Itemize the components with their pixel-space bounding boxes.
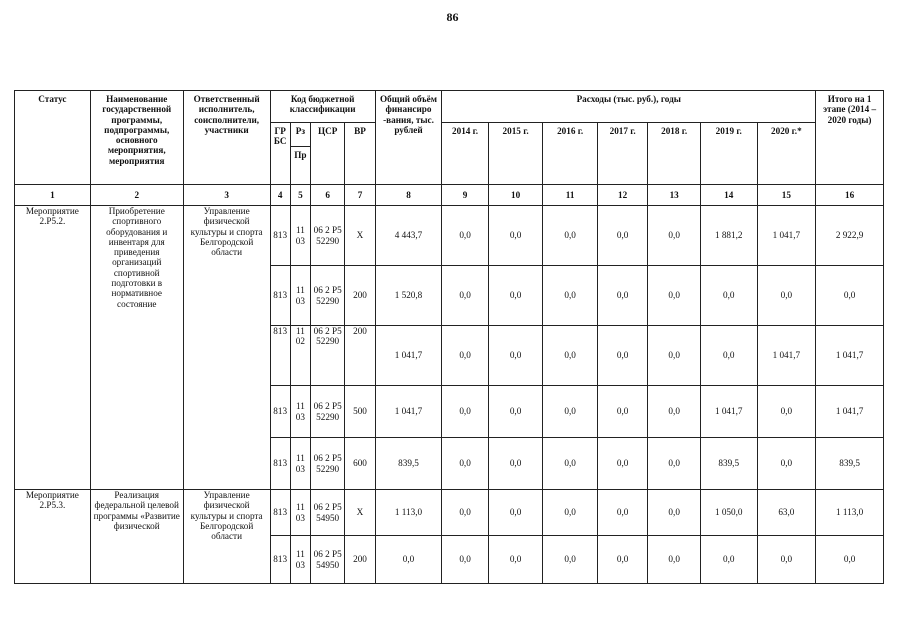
vr-cell: 600 [345, 438, 375, 490]
year-value-cell: 0,0 [442, 438, 488, 490]
rz-pr-cell: 11 02 [290, 326, 310, 386]
grbs-cell: 813 [270, 536, 290, 584]
year-value-cell: 0,0 [700, 536, 757, 584]
year-value-cell: 0,0 [597, 206, 648, 266]
year-value-cell: 1 881,2 [700, 206, 757, 266]
column-number: 2 [90, 185, 183, 206]
header-budget-code: Код бюджетной классификации [270, 91, 375, 123]
year-value-cell: 0,0 [757, 438, 816, 490]
column-number: 5 [290, 185, 310, 206]
rz-pr-cell: 11 03 [290, 386, 310, 438]
measure-status: Мероприятие 2.Р5.2. [15, 206, 91, 490]
header-executor: Ответственный исполнитель, соисполнители, участники [183, 91, 270, 185]
header-csr: ЦСР [310, 123, 344, 185]
year-value-cell: 0,0 [648, 206, 701, 266]
year-value-cell: 1 041,7 [757, 326, 816, 386]
year-value-cell: 0,0 [543, 536, 598, 584]
column-number: 11 [543, 185, 598, 206]
column-number: 14 [700, 185, 757, 206]
year-value-cell: 0,0 [543, 386, 598, 438]
year-value-cell: 0,0 [700, 266, 757, 326]
header-year: 2014 г. [442, 123, 488, 185]
header-year: 2019 г. [700, 123, 757, 185]
year-value-cell: 0,0 [648, 386, 701, 438]
column-number: 16 [816, 185, 884, 206]
grbs-cell: 813 [270, 266, 290, 326]
year-value-cell: 0,0 [648, 536, 701, 584]
year-value-cell: 0,0 [442, 490, 488, 536]
year-value-cell: 0,0 [648, 490, 701, 536]
header-year: 2020 г.* [757, 123, 816, 185]
header-vr: ВР [345, 123, 375, 185]
total-cell: 1 041,7 [375, 386, 442, 438]
csr-cell: 06 2 Р5 52290 [310, 386, 344, 438]
year-value-cell: 0,0 [543, 490, 598, 536]
year-value-cell: 0,0 [648, 266, 701, 326]
column-number: 9 [442, 185, 488, 206]
year-value-cell: 0,0 [543, 266, 598, 326]
measure-status: Мероприятие 2.Р5.3. [15, 490, 91, 584]
year-value-cell: 1 050,0 [700, 490, 757, 536]
header-grbs: ГР БС [270, 123, 290, 185]
total-cell: 1 520,8 [375, 266, 442, 326]
rz-pr-cell: 11 03 [290, 266, 310, 326]
grbs-cell: 813 [270, 326, 290, 386]
year-value-cell: 0,0 [757, 386, 816, 438]
measure-name: Реализация федеральной целевой программы «Развитие физической [90, 490, 183, 584]
measure-executor: Управление физической культуры и спорта Белгородской области [183, 490, 270, 584]
rz-pr-cell: 11 03 [290, 490, 310, 536]
csr-cell: 06 2 Р5 52290 [310, 206, 344, 266]
vr-cell: 500 [345, 386, 375, 438]
column-number: 10 [488, 185, 543, 206]
stage-total-cell: 1 041,7 [816, 326, 884, 386]
header-year: 2016 г. [543, 123, 598, 185]
csr-cell: 06 2 Р5 52290 [310, 266, 344, 326]
csr-cell: 06 2 Р5 54950 [310, 536, 344, 584]
rz-pr-cell: 11 03 [290, 536, 310, 584]
header-stage-total: Итого на 1 этапе (2014 – 2020 годы) [816, 91, 884, 185]
year-value-cell: 0,0 [488, 386, 543, 438]
header-pr: Пр [290, 147, 310, 185]
column-number: 8 [375, 185, 442, 206]
vr-cell: 200 [345, 326, 375, 386]
stage-total-cell: 1 113,0 [816, 490, 884, 536]
total-cell: 1 113,0 [375, 490, 442, 536]
column-number: 6 [310, 185, 344, 206]
header-total-volume: Общий объём финансиро -вания, тыс. рублей [375, 91, 442, 185]
stage-total-cell: 2 922,9 [816, 206, 884, 266]
budget-expenses-table [14, 90, 884, 584]
year-value-cell: 0,0 [488, 536, 543, 584]
year-value-cell: 0,0 [757, 536, 816, 584]
column-number: 13 [648, 185, 701, 206]
grbs-cell: 813 [270, 386, 290, 438]
year-value-cell: 0,0 [597, 326, 648, 386]
year-value-cell: 0,0 [488, 206, 543, 266]
year-value-cell: 0,0 [442, 206, 488, 266]
year-value-cell: 839,5 [700, 438, 757, 490]
table-row [15, 490, 884, 536]
column-number: 3 [183, 185, 270, 206]
year-value-cell: 0,0 [597, 536, 648, 584]
year-value-cell: 0,0 [597, 490, 648, 536]
stage-total-cell: 1 041,7 [816, 386, 884, 438]
stage-total-cell: 0,0 [816, 536, 884, 584]
year-value-cell: 1 041,7 [757, 206, 816, 266]
total-cell: 4 443,7 [375, 206, 442, 266]
year-value-cell: 0,0 [648, 326, 701, 386]
header-rz: Рз [290, 123, 310, 147]
year-value-cell: 0,0 [488, 326, 543, 386]
year-value-cell: 0,0 [442, 536, 488, 584]
column-number: 12 [597, 185, 648, 206]
vr-cell: Х [345, 206, 375, 266]
csr-cell: 06 2 Р5 52290 [310, 326, 344, 386]
year-value-cell: 0,0 [597, 266, 648, 326]
grbs-cell: 813 [270, 206, 290, 266]
header-expenses: Расходы (тыс. руб.), годы [442, 91, 816, 123]
year-value-cell: 0,0 [700, 326, 757, 386]
year-value-cell: 0,0 [543, 438, 598, 490]
header-year: 2015 г. [488, 123, 543, 185]
total-cell: 0,0 [375, 536, 442, 584]
year-value-cell: 0,0 [442, 386, 488, 438]
vr-cell: 200 [345, 536, 375, 584]
csr-cell: 06 2 Р5 54950 [310, 490, 344, 536]
column-numbers-row [15, 185, 884, 206]
header-name: Наименование государственной программы, подпрограммы, основного мероприятия, мероприятия [90, 91, 183, 185]
grbs-cell: 813 [270, 438, 290, 490]
measure-name: Приобретение спортивного оборудования и инвентаря для приведения организаций спортивной подготовки в нормативное состояние [90, 206, 183, 490]
vr-cell: Х [345, 490, 375, 536]
page-number: 86 [446, 10, 459, 24]
header-status: Статус [15, 91, 91, 185]
rz-pr-cell: 11 03 [290, 206, 310, 266]
year-value-cell: 0,0 [442, 266, 488, 326]
column-number: 15 [757, 185, 816, 206]
csr-cell: 06 2 Р5 52290 [310, 438, 344, 490]
stage-total-cell: 0,0 [816, 266, 884, 326]
header-year: 2018 г. [648, 123, 701, 185]
header-year: 2017 г. [597, 123, 648, 185]
year-value-cell: 0,0 [757, 266, 816, 326]
year-value-cell: 0,0 [543, 326, 598, 386]
total-cell: 1 041,7 [375, 326, 442, 386]
column-number: 7 [345, 185, 375, 206]
year-value-cell: 0,0 [648, 438, 701, 490]
year-value-cell: 0,0 [488, 490, 543, 536]
grbs-cell: 813 [270, 490, 290, 536]
year-value-cell: 0,0 [488, 266, 543, 326]
stage-total-cell: 839,5 [816, 438, 884, 490]
year-value-cell: 0,0 [597, 438, 648, 490]
year-value-cell: 0,0 [543, 206, 598, 266]
year-value-cell: 0,0 [488, 438, 543, 490]
vr-cell: 200 [345, 266, 375, 326]
rz-pr-cell: 11 03 [290, 438, 310, 490]
year-value-cell: 63,0 [757, 490, 816, 536]
year-value-cell: 0,0 [597, 386, 648, 438]
column-number: 1 [15, 185, 91, 206]
year-value-cell: 0,0 [442, 326, 488, 386]
column-number: 4 [270, 185, 290, 206]
year-value-cell: 1 041,7 [700, 386, 757, 438]
measure-executor: Управление физической культуры и спорта Белгородской области [183, 206, 270, 490]
total-cell: 839,5 [375, 438, 442, 490]
table-body [15, 206, 884, 584]
table-row [15, 206, 884, 266]
